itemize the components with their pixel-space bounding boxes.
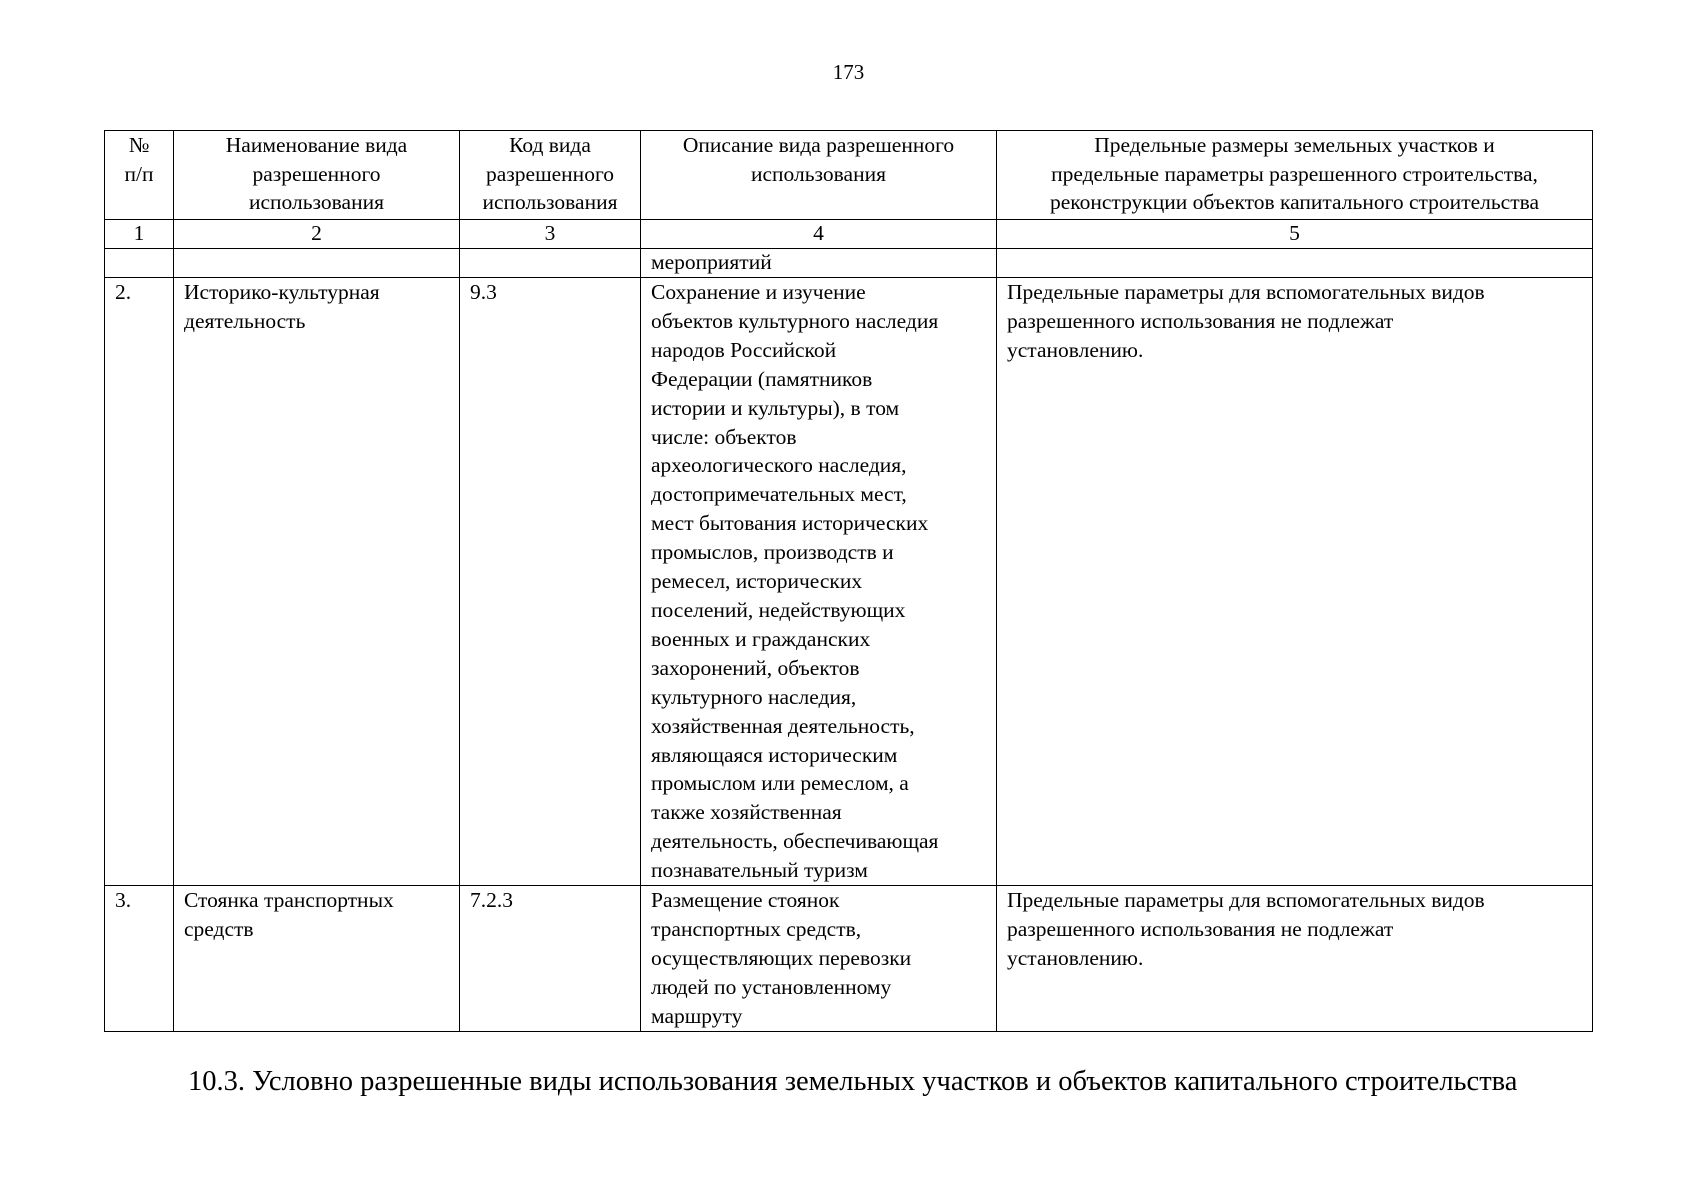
use-code-cell bbox=[460, 249, 641, 278]
row-number-cell bbox=[105, 249, 174, 278]
header-use-description: Описание вида разрешенного использования bbox=[641, 131, 997, 220]
header-number: № п/п bbox=[105, 131, 174, 220]
page-number: 173 bbox=[832, 60, 865, 84]
use-description-cell: Размещение стоянок транспортных средств, осуществляющих перевозки людей по установленному маршруту bbox=[641, 886, 997, 1032]
column-number: 5 bbox=[997, 220, 1593, 249]
table-row bbox=[105, 249, 1593, 278]
table-header-row bbox=[105, 131, 1593, 220]
column-number: 1 bbox=[105, 220, 174, 249]
table-row bbox=[105, 886, 1593, 1032]
header-limits: Предельные размеры земельных участков и предельные параметры разрешенного строительства, реконструкции объектов капитального строительства bbox=[997, 131, 1593, 220]
use-name-cell: Стоянка транспортных средств bbox=[174, 886, 460, 1032]
header-use-code: Код вида разрешенного использования bbox=[460, 131, 641, 220]
column-number: 3 bbox=[460, 220, 641, 249]
limits-cell: Предельные параметры для вспомогательных видов разрешенного использования не подлежат установлению. bbox=[997, 886, 1593, 1032]
table-row bbox=[105, 278, 1593, 886]
limits-cell: Предельные параметры для вспомогательных видов разрешенного использования не подлежат установлению. bbox=[997, 278, 1593, 886]
row-number-cell: 2. bbox=[105, 278, 174, 886]
use-code-cell: 7.2.3 bbox=[460, 886, 641, 1032]
row-number-cell: 3. bbox=[105, 886, 174, 1032]
column-number: 2 bbox=[174, 220, 460, 249]
use-description-cell: мероприятий bbox=[641, 249, 997, 278]
limits-cell bbox=[997, 249, 1593, 278]
use-code-cell: 9.3 bbox=[460, 278, 641, 886]
section-heading: 10.3. Условно разрешенные виды использования земельных участков и объектов капитального строительства bbox=[188, 1066, 1518, 1097]
header-use-name: Наименование вида разрешенного использования bbox=[174, 131, 460, 220]
use-description-cell: Сохранение и изучение объектов культурного наследия народов Российской Федерации (памятников истории и культуры), в том числе: объектов археологического наследия, достопримечательных мест, мест бытования исторических промыслов, производств и ремесел, исторических поселений, недействующих военных и гражданских захоронений, объектов культурного наследия, хозяйственная деятельность, являющаяся историческим промыслом или ремеслом, а также хозяйственная деятельность, обеспечивающая познавательный туризм bbox=[641, 278, 997, 886]
use-name-cell: Историко-культурная деятельность bbox=[174, 278, 460, 886]
permitted-use-table bbox=[104, 130, 1593, 1032]
column-number: 4 bbox=[641, 220, 997, 249]
use-name-cell bbox=[174, 249, 460, 278]
column-number-row bbox=[105, 220, 1593, 249]
